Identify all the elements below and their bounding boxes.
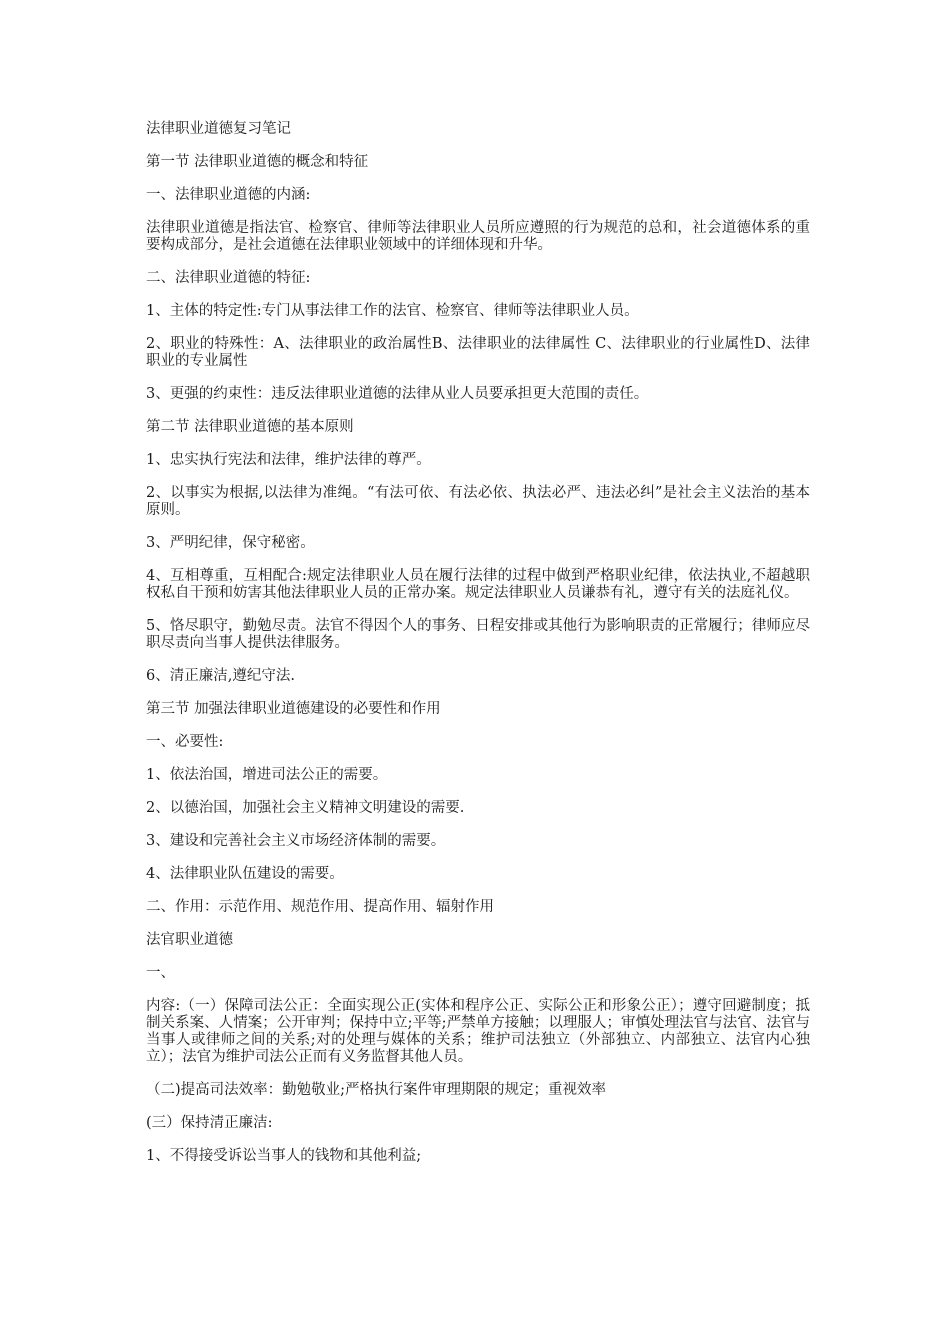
subheading: 二、法律职业道德的特征:: [146, 270, 311, 286]
list-item: 1、主体的特定性:专门从事法律工作的法官、检察官、律师等法律职业人员。: [146, 303, 639, 319]
section-heading-1: 第一节 法律职业道德的概念和特征: [146, 154, 369, 170]
list-item: 5、恪尽职守，勤勉尽责。法官不得因个人的事务、日程安排或其他行为影响职责的正常履行；律师应尽职尽责向当事人提供法律服务。: [146, 618, 810, 651]
section-heading-2: 第二节 法律职业道德的基本原则: [146, 419, 354, 435]
paragraph: 法律职业道德是指法官、检察官、律师等法律职业人员所应遵照的行为规范的总和，社会道德体系的重要构成部分，是社会道德在法律职业领域中的详细体现和升华。: [146, 220, 810, 253]
list-item: 2、职业的特殊性：A、法律职业的政治属性B、法律职业的法律属性 C、法律职业的行业属性D、法律职业的专业属性: [146, 336, 810, 369]
subheading: (三）保持清正廉洁:: [146, 1115, 273, 1131]
list-item: 1、不得接受诉讼当事人的钱物和其他利益;: [146, 1148, 422, 1164]
subheading: 一、必要性:: [146, 734, 224, 750]
subheading: 一、法律职业道德的内涵:: [146, 187, 311, 203]
list-item: 4、互相尊重，互相配合:规定法律职业人员在履行法律的过程中做到严格职业纪律，依法执业,不超越职权私自干预和妨害其他法律职业人员的正常办案。规定法律职业人员谦恭有礼，遵守有关的法庭礼仪。: [146, 568, 810, 601]
list-item: 1、忠实执行宪法和法律，维护法律的尊严。: [146, 452, 431, 468]
list-item: 3、严明纪律，保守秘密。: [146, 535, 315, 551]
subheading: 一、: [146, 965, 175, 981]
list-item: 3、建设和完善社会主义市场经济体制的需要。: [146, 833, 446, 849]
list-item: 6、清正廉洁,遵纪守法.: [146, 668, 295, 684]
list-item: 3、更强的约束性：违反法律职业道德的法律从业人员要承担更大范围的责任。: [146, 386, 649, 402]
subheading: 二、作用：示范作用、规范作用、提高作用、辐射作用: [146, 899, 494, 915]
list-item: 2、以德治国，加强社会主义精神文明建设的需要.: [146, 800, 465, 816]
list-item: 2、以事实为根据,以法律为准绳。“有法可依、有法必依、执法必严、违法必纠”是社会主义法治的基本原则。: [146, 485, 810, 518]
paragraph: （二)提高司法效率：勤勉敬业;严格执行案件审理期限的规定；重视效率: [146, 1082, 607, 1098]
list-item: 4、法律职业队伍建设的需要。: [146, 866, 344, 882]
section-heading-3: 第三节 加强法律职业道德建设的必要性和作用: [146, 701, 441, 717]
paragraph: 内容:（一）保障司法公正：全面实现公正(实体和程序公正、实际公正和形象公正）；遵守回避制度；抵制关系案、人情案；公开审判；保持中立;平等;严禁单方接触；以理服人；审慎处理法官与法官、法官与当事人或律师之间的关系;对的处理与媒体的关系；维护司法独立（外部独立、内部独立、法官内心独立）；法官为维护司法公正而有义务监督其他人员。: [146, 998, 810, 1065]
document-title: 法律职业道德复习笔记: [146, 121, 291, 137]
list-item: 1、依法治国，增进司法公正的需要。: [146, 767, 388, 783]
section-heading-4: 法官职业道德: [146, 932, 233, 948]
document-body: [146, 121, 810, 1181]
